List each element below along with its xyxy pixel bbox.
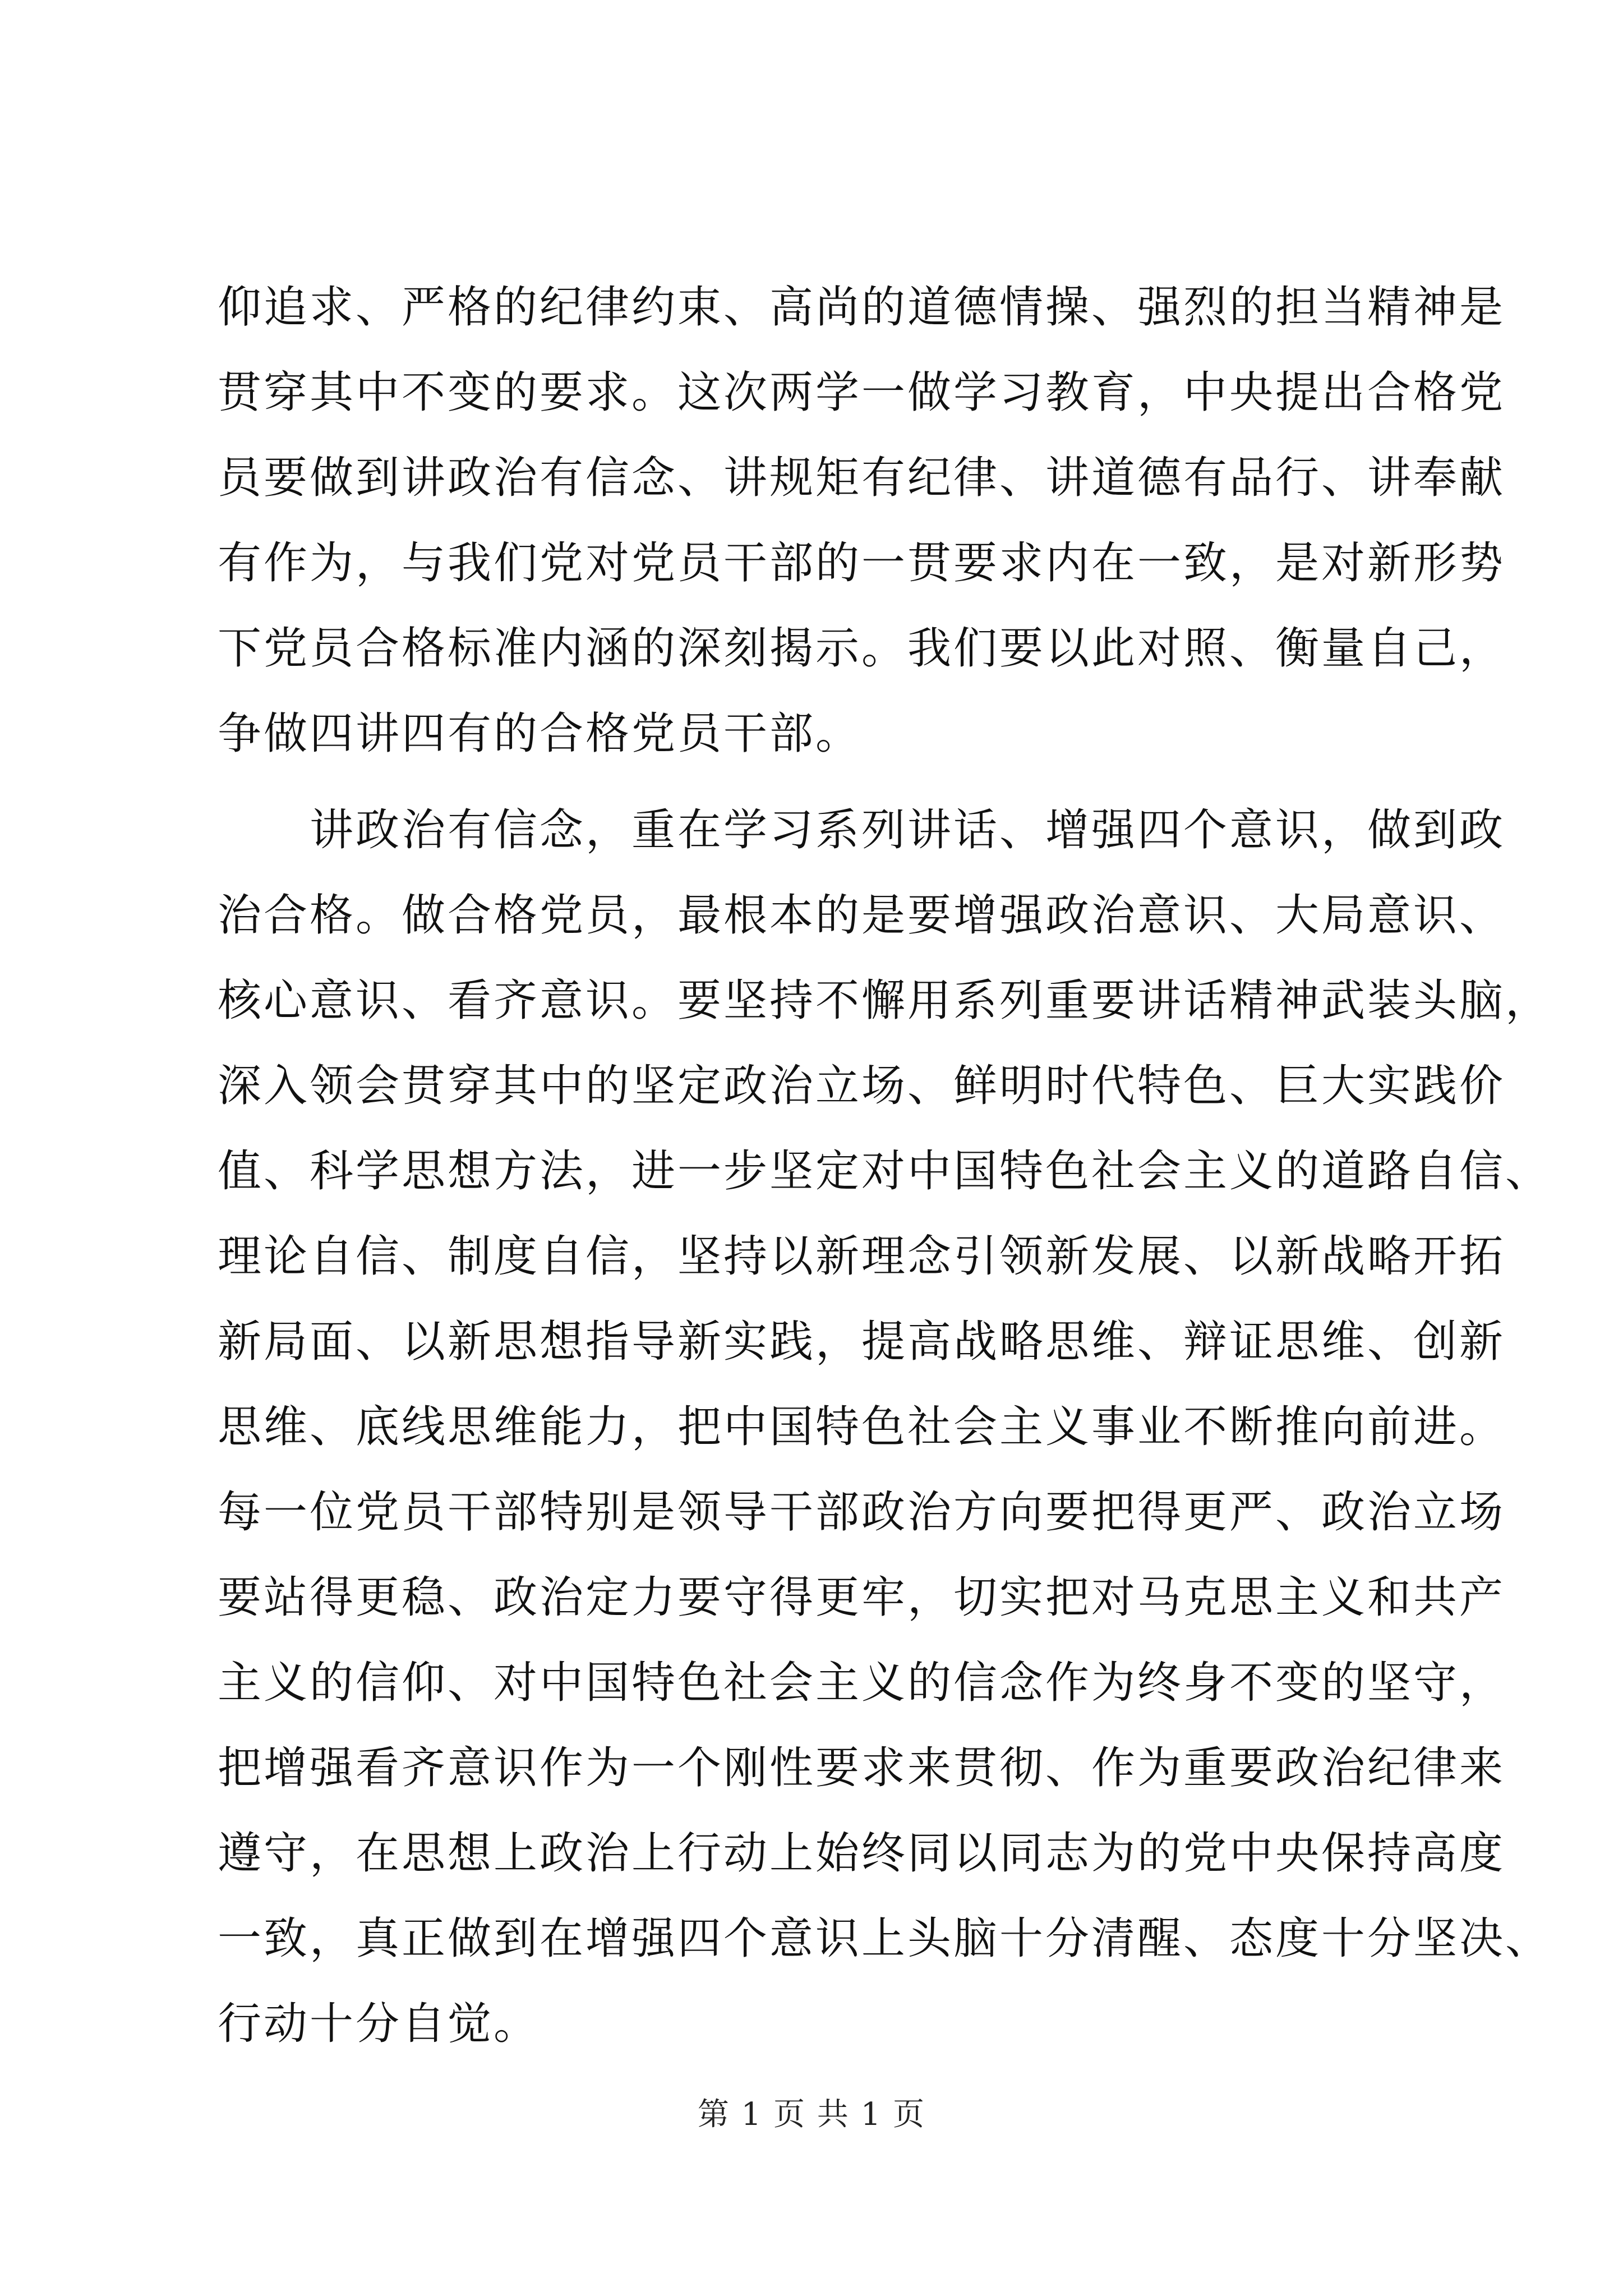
document-body	[218, 265, 1552, 2067]
text-line: 遵守，在思想上政治上行动上始终同以同志为的党中央保持高度	[218, 1828, 1506, 1879]
text-line: 行动十分自觉。	[218, 1999, 540, 2049]
text-line: 员要做到讲政治有信念、讲规矩有纪律、讲道德有品行、讲奉献	[218, 453, 1506, 503]
paragraph-gap	[218, 776, 1423, 788]
text-line: 下党员合格标准内涵的深刻揭示。我们要以此对照、衡量自己，	[218, 623, 1506, 674]
text-line: 核心意识、看齐意识。要坚持不懈用系列重要讲话精神武装头脑，	[218, 976, 1552, 1026]
paragraph	[218, 788, 1552, 2067]
text-line: 值、科学思想方法，进一步坚定对中国特色社会主义的道路自信、	[218, 1146, 1552, 1197]
text-line: 要站得更稳、政治定力要守得更牢，切实把对马克思主义和共产	[218, 1572, 1506, 1623]
text-line: 把增强看齐意识作为一个刚性要求来贯彻、作为重要政治纪律来	[218, 1743, 1506, 1793]
text-line: 贯穿其中不变的要求。这次两学一做学习教育，中央提出合格党	[218, 367, 1506, 418]
text-line: 治合格。做合格党员，最根本的是要增强政治意识、大局意识、	[218, 890, 1506, 941]
text-line: 理论自信、制度自信，坚持以新理念引领新发展、以新战略开拓	[218, 1231, 1506, 1282]
page-number-footer: 第 1 页 共 1 页	[697, 2096, 926, 2133]
text-line: 有作为，与我们党对党员干部的一贯要求内在一致，是对新形势	[218, 538, 1506, 588]
text-line: 争做四讲四有的合格党员干部。	[218, 708, 862, 759]
text-line: 仰追求、严格的纪律约束、高尚的道德情操、强烈的担当精神是	[218, 282, 1506, 333]
text-line: 深入领会贯穿其中的坚定政治立场、鲜明时代特色、巨大实践价	[218, 1061, 1506, 1111]
text-line: 每一位党员干部特别是领导干部政治方向要把得更严、政治立场	[218, 1487, 1506, 1538]
text-line: 主义的信仰、对中国特色社会主义的信念作为终身不变的坚守，	[218, 1658, 1506, 1708]
text-line: 一致，真正做到在增强四个意识上头脑十分清醒、态度十分坚决、	[218, 1913, 1552, 1964]
text-line: 思维、底线思维能力，把中国特色社会主义事业不断推向前进。	[218, 1402, 1506, 1452]
text-line: 新局面、以新思想指导新实践，提高战略思维、辩证思维、创新	[218, 1317, 1506, 1367]
text-line: 讲政治有信念，重在学习系列讲话、增强四个意识，做到政	[310, 805, 1506, 855]
paragraph	[218, 265, 1506, 776]
